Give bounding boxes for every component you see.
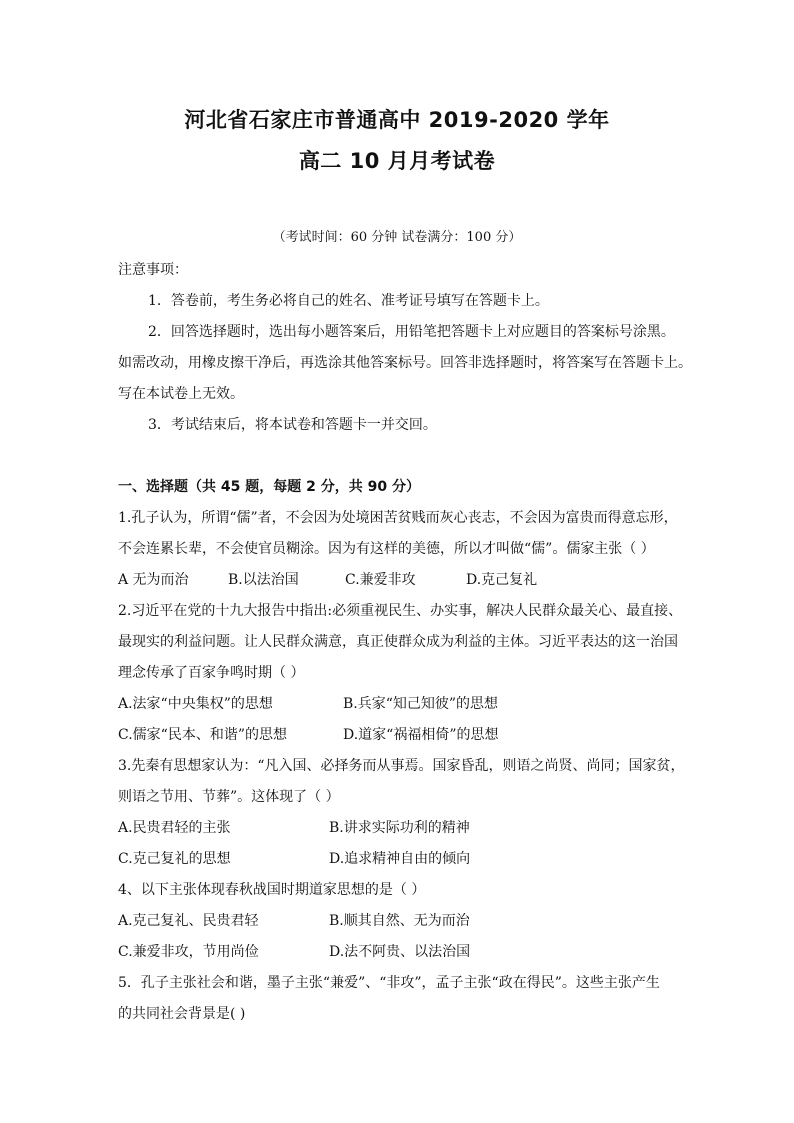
- question-1-line1: 1.孔子认为，所谓“儒”者，不会因为处境困苦贫贱而灰心丧志，不会因为富贵而得意忘形，: [118, 510, 678, 526]
- note-item-2-line3: 写在本试卷上无效。: [118, 386, 244, 402]
- exam-title-line2: 高二 10 月月考试卷: [298, 149, 496, 173]
- question-4-option-d: D.法不阿贵、以法治国: [329, 944, 471, 960]
- question-4-option-b: B.顺其自然、无为而治: [329, 913, 470, 929]
- section-heading: 一、选择题（共 45 题，每题 2 分，共 90 分）: [118, 479, 420, 495]
- question-5-line2: 的共同社会背景是( ): [118, 1006, 246, 1022]
- question-1-option-d: D.克己复礼: [466, 572, 538, 588]
- question-2-line2: 最现实的利益问题。让人民群众满意，真正使群众成为利益的主体。习近平表达的这一治国: [118, 634, 678, 650]
- question-3-option-b: B.讲求实际功利的精神: [329, 820, 470, 836]
- question-3-line1: 3.先秦有思想家认为：“凡入国、必择务而从事焉。国家昏乱，则语之尚贤、尚同；国家贫，: [118, 758, 685, 774]
- question-2-option-c: C.儒家“民本、和谐”的思想: [118, 727, 287, 743]
- question-3-option-c: C.克己复礼的思想: [118, 851, 231, 867]
- notes-heading: 注意事项：: [118, 262, 188, 278]
- question-3-option-a: A.民贵君轻的主张: [118, 820, 231, 836]
- note-item-3: 3．考试结束后，将本试卷和答题卡一并交回。: [148, 417, 437, 433]
- question-3-line2: 则语之节用、节葬”。这体现了（ ）: [118, 789, 340, 805]
- note-item-1: 1．答卷前，考生务必将自己的姓名、准考证号填写在答题卡上。: [148, 293, 549, 309]
- note-item-2-line1: 2．回答选择题时，选出每小题答案后，用铅笔把答题卡上对应题目的答案标号涂黑。: [148, 324, 675, 340]
- question-4-option-a: A.克己复礼、民贵君轻: [118, 913, 259, 929]
- question-1-option-c: C.兼爱非攻: [345, 572, 416, 588]
- question-4-option-c: C.兼爱非攻，节用尚俭: [118, 944, 259, 960]
- question-1-option-a: A 无为而治: [118, 572, 189, 588]
- exam-info: （考试时间：60 分钟 试卷满分：100 分）: [272, 230, 522, 245]
- question-1-line2: 不会连累长辈，不会使官员糊涂。因为有这样的美德，所以才叫做“儒”。儒家主张（ ）: [118, 541, 655, 557]
- question-3-option-d: D.追求精神自由的倾向: [329, 851, 471, 867]
- question-1-option-b: B.以法治国: [228, 572, 299, 588]
- question-4-line1: 4、以下主张体现春秋战国时期道家思想的是（ ）: [118, 882, 426, 898]
- question-5-line1: 5．孔子主张社会和谐，墨子主张“兼爱”、“非攻”，孟子主张“政在得民”。这些主张产生: [118, 975, 660, 991]
- question-2-option-d: D.道家“祸福相倚”的思想: [343, 727, 499, 743]
- question-2-line1: 2.习近平在党的十九大报告中指出:必须重视民生、办实事，解决人民群众最关心、最直接、: [118, 603, 683, 619]
- note-item-2-line2: 如需改动，用橡皮擦干净后，再选涂其他答案标号。回答非选择题时，将答案写在答题卡上。: [118, 355, 692, 371]
- question-2-option-b: B.兵家“知己知彼”的思想: [343, 696, 499, 712]
- question-2-line3: 理念传承了百家争鸣时期（ ）: [118, 665, 305, 681]
- question-2-option-a: A.法家“中央集权”的思想: [118, 696, 273, 712]
- exam-title-line1: 河北省石家庄市普通高中 2019-2020 学年: [184, 108, 610, 132]
